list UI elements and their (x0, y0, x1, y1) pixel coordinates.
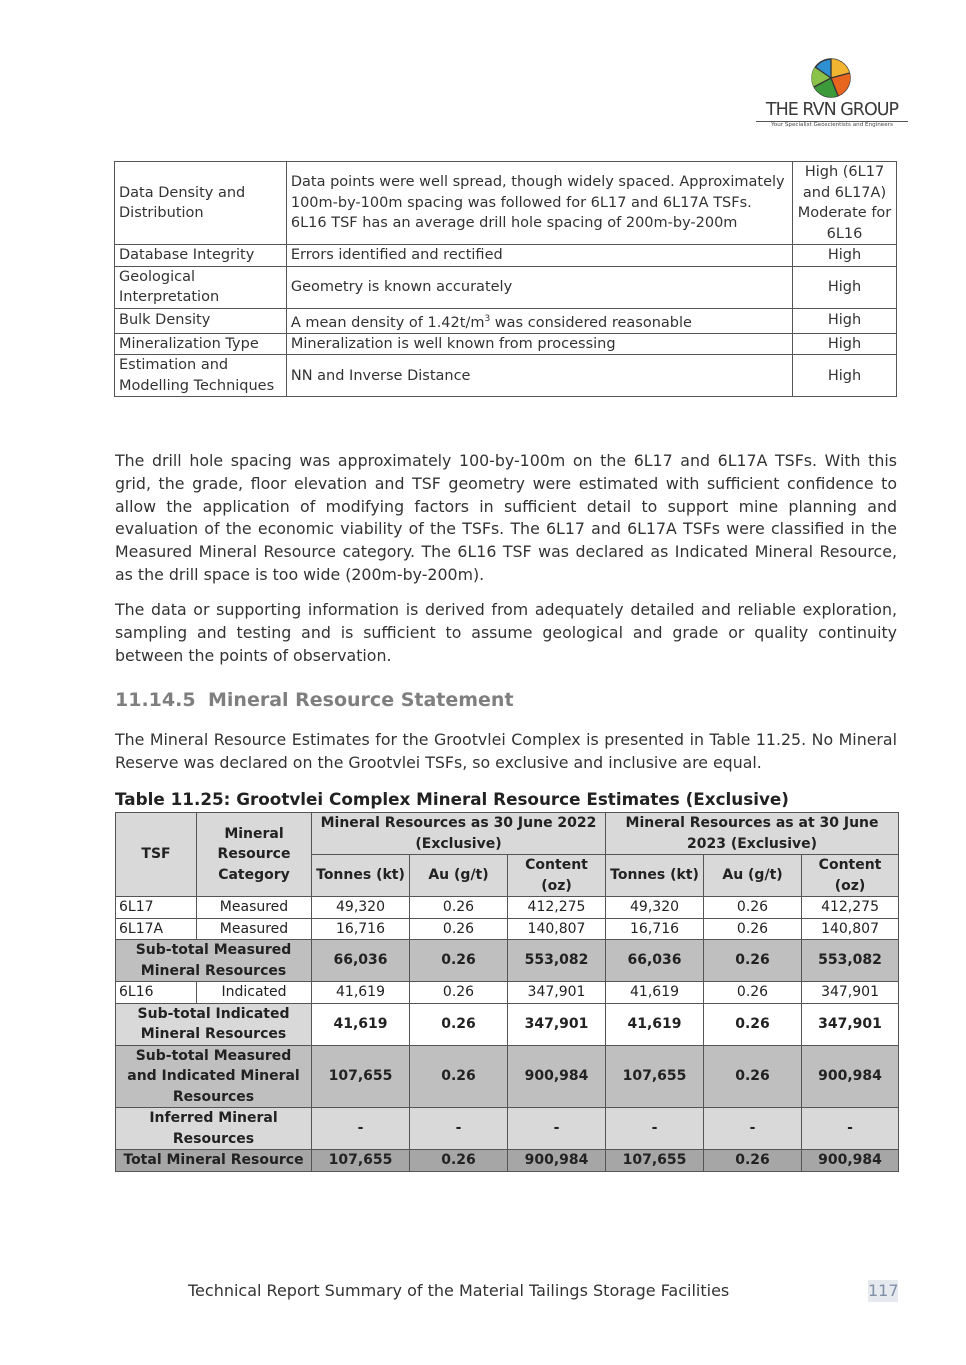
table-cell: 347,901 (508, 1003, 606, 1045)
rvn-wheel-icon (811, 58, 851, 98)
table-cell: 41,619 (606, 1003, 704, 1045)
footer-title: Technical Report Summary of the Material Tailings Storage Facilities (188, 1281, 730, 1300)
table-cell: Total Mineral Resource (116, 1150, 312, 1172)
header-tonnes: Tonnes (kt) (606, 855, 704, 897)
criteria-cell: Estimation and Modelling Techniques (115, 355, 287, 397)
table-cell: 0.26 (410, 918, 508, 940)
header-category: Mineral Resource Category (197, 813, 312, 897)
confidence-cell: High (793, 333, 897, 355)
table-cell: Sub-total Measured Mineral Resources (116, 940, 312, 982)
header-content: Content (oz) (508, 855, 606, 897)
criteria-cell: Bulk Density (115, 308, 287, 333)
header-tonnes: Tonnes (kt) (312, 855, 410, 897)
table-cell: - (606, 1108, 704, 1150)
table-cell: 347,901 (802, 1003, 899, 1045)
section-title: Mineral Resource Statement (208, 689, 514, 711)
table-cell: 0.26 (410, 1150, 508, 1172)
confidence-cell: High (793, 245, 897, 267)
table-cell: 0.26 (410, 1045, 508, 1108)
page-number: 117 (868, 1281, 899, 1300)
superscript: 3 (484, 313, 491, 324)
section-heading (115, 689, 514, 711)
confidence-cell: High (793, 308, 897, 333)
table-cell: 6L17 (116, 897, 197, 919)
criteria-cell: Database Integrity (115, 245, 287, 267)
table-cell: 347,901 (802, 982, 899, 1004)
subtotal-row (116, 940, 899, 982)
total-row (116, 1150, 899, 1172)
table-row (115, 266, 897, 308)
table-cell: 16,716 (312, 918, 410, 940)
description-cell (286, 308, 792, 333)
table-cell: 553,082 (802, 940, 899, 982)
table-cell: 0.26 (410, 1003, 508, 1045)
table-cell: 140,807 (802, 918, 899, 940)
table-cell: 412,275 (508, 897, 606, 919)
description-text: A mean density of 1.42t/m (290, 314, 485, 331)
table-cell: 41,619 (312, 982, 410, 1004)
paragraph-supporting-data: The data or supporting information is derived from adequately detailed and reliable exploration, sampling and testing and is sufficient to assume geological and grade or quality continuity between the points of observation. (115, 600, 897, 665)
table-cell: 6L16 (116, 982, 197, 1004)
table-cell: 107,655 (312, 1150, 410, 1172)
header-group-2023: Mineral Resources as at 30 June 2023 (Exclusive) (606, 813, 899, 855)
table-cell: - (410, 1108, 508, 1150)
inferred-row (116, 1108, 899, 1150)
table-cell: 6L17A (116, 918, 197, 940)
table-row (116, 918, 899, 940)
table-cell: 900,984 (508, 1045, 606, 1108)
rvn-group-logo (752, 58, 912, 132)
table-cell: 107,655 (606, 1150, 704, 1172)
table-cell: 16,716 (606, 918, 704, 940)
header-content: Content (oz) (802, 855, 899, 897)
criteria-cell: Mineralization Type (115, 333, 287, 355)
table-cell: 66,036 (312, 940, 410, 982)
table-row (115, 245, 897, 267)
header-group-2022: Mineral Resources as 30 June 2022 (Exclusive) (312, 813, 606, 855)
header-au: Au (g/t) (704, 855, 802, 897)
table-row (115, 333, 897, 355)
table-cell: 49,320 (312, 897, 410, 919)
table-cell: 347,901 (508, 982, 606, 1004)
table-row (116, 982, 899, 1004)
table-caption: Table 11.25: Grootvlei Complex Mineral Resource Estimates (Exclusive) (115, 789, 789, 809)
confidence-cell: High (6L17 and 6L17A) Moderate for 6L16 (793, 162, 897, 245)
classification-criteria-table (114, 161, 897, 397)
table-cell: Inferred Mineral Resources (116, 1108, 312, 1150)
logo-name: THE RVN GROUP (765, 100, 899, 120)
header-au: Au (g/t) (410, 855, 508, 897)
mineral-resource-table (115, 812, 899, 1172)
table-cell: 0.26 (410, 897, 508, 919)
table-cell: 0.26 (410, 982, 508, 1004)
paragraph-resource-statement: The Mineral Resource Estimates for the Grootvlei Complex is presented in Table 11.25. No Mineral Reserve was declared on the Grootvlei TSFs, so exclusive and inclusive are equal. (115, 730, 897, 772)
table-cell: 41,619 (312, 1003, 410, 1045)
table-cell: 900,984 (802, 1045, 899, 1108)
table-cell: 900,984 (508, 1150, 606, 1172)
table-cell: 0.26 (410, 940, 508, 982)
table-cell: Measured (197, 897, 312, 919)
table-cell: 140,807 (508, 918, 606, 940)
table-row (115, 162, 897, 245)
table-cell: 0.26 (704, 982, 802, 1004)
table-row (116, 897, 899, 919)
description-text: was considered reasonable (490, 314, 692, 331)
table-cell: 49,320 (606, 897, 704, 919)
table-cell: 412,275 (802, 897, 899, 919)
table-cell: 107,655 (606, 1045, 704, 1108)
criteria-cell: Data Density and Distribution (115, 162, 287, 245)
table-header-row (116, 813, 899, 855)
table-cell: 0.26 (704, 1150, 802, 1172)
description-cell: NN and Inverse Distance (286, 355, 792, 397)
table-cell: Sub-total Measured and Indicated Mineral Resources (116, 1045, 312, 1108)
table-cell: - (312, 1108, 410, 1150)
description-cell: Data points were well spread, though widely spaced. Approximately 100m-by-100m spacing was followed for 6L17 and 6L17A TSFs. 6L16 TSF has an average drill hole spacing of 200m-by-200m (286, 162, 792, 245)
description-cell: Errors identified and rectified (286, 245, 792, 267)
table-cell: 553,082 (508, 940, 606, 982)
table-cell: 0.26 (704, 1003, 802, 1045)
table-cell: - (704, 1108, 802, 1150)
description-cell: Mineralization is well known from processing (286, 333, 792, 355)
table-cell: Measured (197, 918, 312, 940)
logo-tagline: Your Specialist Geoscientists and Engineers (771, 122, 893, 128)
criteria-cell: Geological Interpretation (115, 266, 287, 308)
table-cell: - (802, 1108, 899, 1150)
confidence-cell: High (793, 355, 897, 397)
table-cell: 66,036 (606, 940, 704, 982)
subtotal-row (116, 1045, 899, 1108)
table-cell: 0.26 (704, 1045, 802, 1108)
paragraph-drill-spacing: The drill hole spacing was approximately 100-by-100m on the 6L17 and 6L17A TSFs. With this grid, the grade, floor elevation and TSF geometry were estimated with sufficient confidence to allow the application of modifying factors in sufficient detail to support mine planning and evaluation of the economic viability of the TSFs. The 6L17 and 6L17A TSFs were classified in the Measured Mineral Resource category. The 6L16 TSF was declared as Indicated Mineral Resource, as the drill space is too wide (200m-by-200m). (115, 451, 897, 584)
table-row (115, 308, 897, 333)
table-cell: - (508, 1108, 606, 1150)
table-row (115, 355, 897, 397)
section-number: 11.14.5 (115, 689, 196, 711)
description-cell: Geometry is known accurately (286, 266, 792, 308)
table-cell: 0.26 (704, 940, 802, 982)
subtotal-row (116, 1003, 899, 1045)
table-cell: 107,655 (312, 1045, 410, 1108)
confidence-cell: High (793, 266, 897, 308)
table-cell: Indicated (197, 982, 312, 1004)
table-cell: 41,619 (606, 982, 704, 1004)
table-cell: Sub-total Indicated Mineral Resources (116, 1003, 312, 1045)
table-cell: 900,984 (802, 1150, 899, 1172)
table-cell: 0.26 (704, 897, 802, 919)
table-cell: 0.26 (704, 918, 802, 940)
header-tsf: TSF (116, 813, 197, 897)
